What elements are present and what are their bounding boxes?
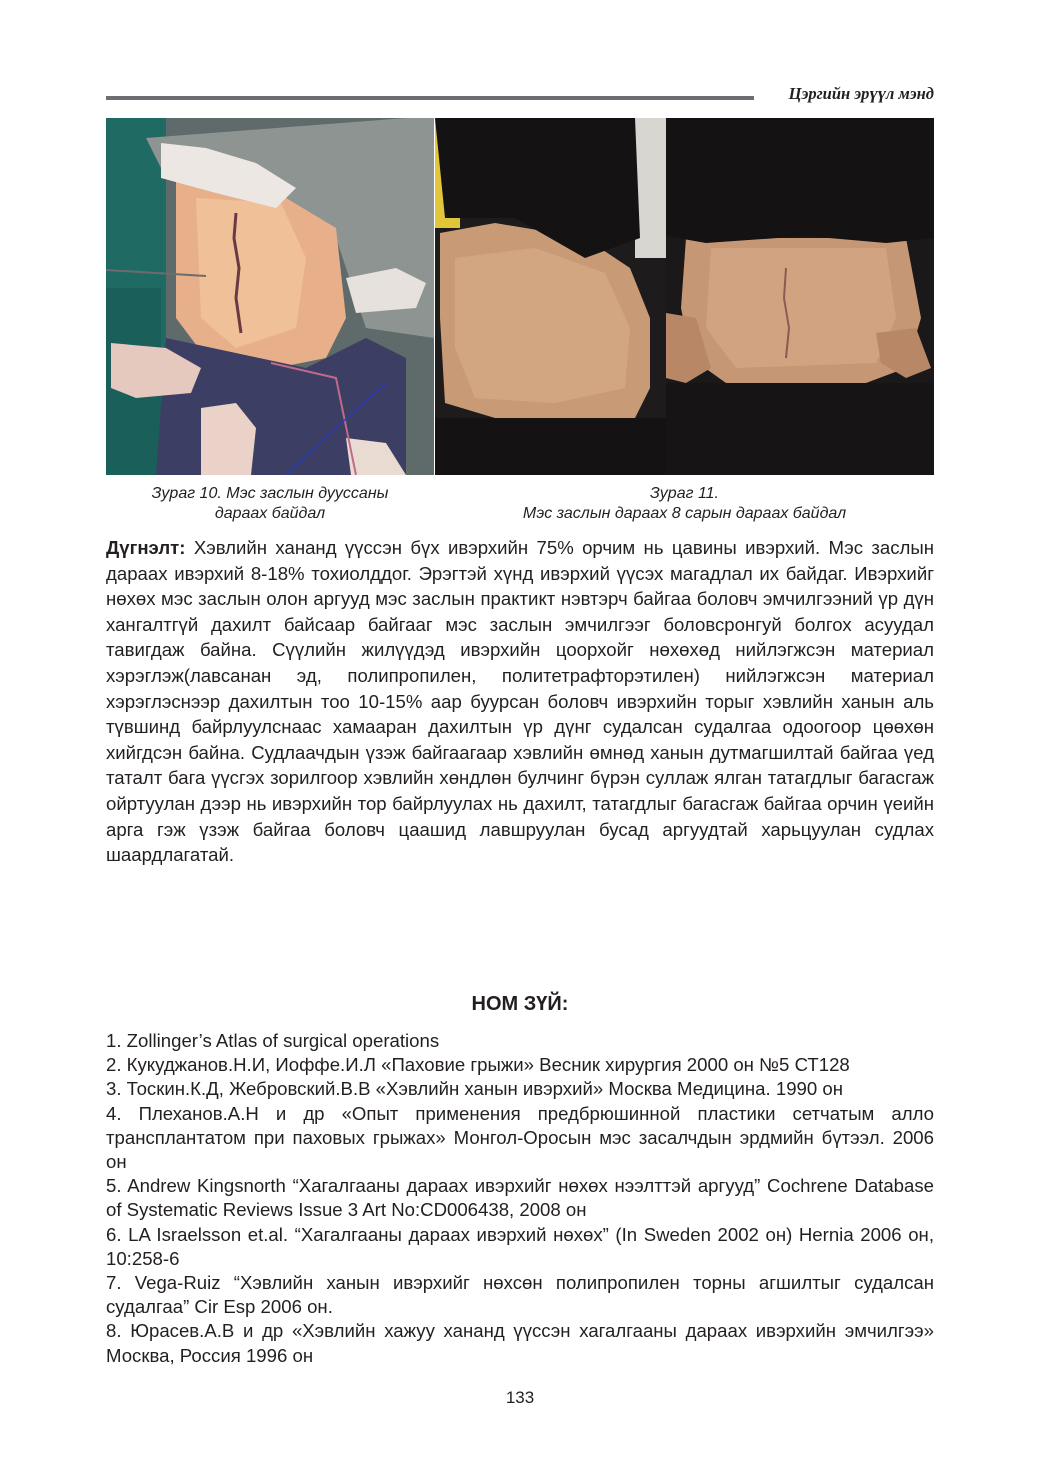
reference-item: 7. Vega-Ruiz “Хэвлийн ханын ивэрхийг нөхсөн полипропилен торны агшилтыг судалсан судалгаа” Cir Esp 2006 он. — [106, 1272, 934, 1318]
surgery-image — [106, 118, 434, 475]
references-title: НОМ ЗҮЙ: — [471, 993, 569, 1015]
front-view-image — [666, 118, 934, 475]
reference-item: 4. Плеханов.А.Н и др «Опыт применения предбрюшинной пластики сетчатым алло трансплантатом при паховых грыжах» Монгол-Оросын мэс засалчдын эрдмийн бүтээл. 2006 он — [106, 1102, 934, 1173]
reference-item: 1. Zollinger’s Atlas of surgical operations — [106, 1030, 440, 1051]
conclusion-text: Хэвлийн хананд үүссэн бүх ивэрхийн 75% орчим нь цавины ивэрхий. Мэс заслын дараах ивэрхий 8-18% тохиолддог. Эрэгтэй хүнд ивэрхий үүсэх магадлал их байдаг. Ивэрхийг нөхөх мэс заслын олон аргууд мэс заслын практикт нэвтэрч байгаа боловч эмчилгээний үр дүн хангалтгүй дахилт байсаар байгааг мэс заслын эмчилгээг боловсронгуй болгох асуудал тавигдаж байна. Сүүлийн жилүүдэд ивэрхийн цоорхойг нөхөхөд нийлэгжсэн материал хэрэглэж(лавсанан эд, полипропилен, политетрафторэтилен) нийлэгжсэн материал хэрэглэснээр дахилтын тоо 10-15% аар буурсан боловч ивэрхийн торыг хэвлийн ханын аль түвшинд байрлуулснаас хамааран дахилтын үр дүнг судалсан судалгаа одоогоор цөөхөн хийгдсэн байна. Судлаачдын үзэж байгаагаар хэвлийн өмнөд ханын дутмагшилтай байгаа үед таталт бага үүсгэх зорилгоор хэвлийн хөндлөн булчинг бүрэн суллаж ялган татагдлыг багасгаж ойртуулан дээр нь ивэрхийн тор байрлуулах нь дахилт, татагдлыг багасгаж байгаа орчин үеийн арга гэж үзэж байгаа боловч цаашид лавшруулан бусад аргуудтай харьцуулан судлах шаардлагатай. — [106, 537, 934, 866]
conclusion-label: Дүгнэлт: — [106, 537, 186, 558]
figure-11-front-photo — [666, 118, 934, 475]
figure-10-caption — [106, 484, 434, 524]
figure-10-photo — [106, 118, 434, 475]
reference-item: 5. Andrew Kingsnorth “Хагалгааны дараах ивэрхийг нөхөх нээлттэй аргууд” Cochrene Database of Systematic Reviews Issue 3 Art No:CD006438, 2008 он — [106, 1175, 934, 1221]
side-view-image — [435, 118, 666, 475]
figure-11-caption — [435, 484, 934, 524]
reference-item: 8. Юрасев.А.В и др «Хэвлийн хажуу хананд үүссэн хагалгааны дараах ивэрхийн эмчилгээ» Москва, Россия 1996 он — [106, 1320, 934, 1366]
figure-10-caption-line2: дараах байдал — [214, 505, 326, 522]
figure-11-caption-line1: Зураг 11. — [649, 485, 719, 502]
header-rule — [106, 96, 754, 100]
reference-item: 6. LA Israelsson et.al. “Хагалгааны дараах ивэрхий нөхөх” (In Sweden 2002 он) Hernia 2006 он, 10:258-6 — [106, 1223, 934, 1269]
journal-name: Цэргийн эрүүл мэнд — [788, 84, 934, 103]
references-list — [106, 1029, 934, 1368]
figure-10-caption-line1: Зураг 10. Мэс заслын дууссаны — [151, 485, 389, 502]
figure-11-caption-line2: Мэс заслын дараах 8 сарын дараах байдал — [522, 505, 847, 522]
conclusion-paragraph — [106, 535, 934, 868]
reference-item: 2. Кукуджанов.Н.И, Иоффе.И.Л «Паховие грыжи» Весник хирургия 2000 он №5 СТ128 — [106, 1054, 850, 1076]
reference-item: 3. Тоскин.К.Д, Жебровский.В.В «Хэвлийн ханын ивэрхий» Москва Медицина. 1990 он — [106, 1078, 843, 1100]
page-number: 133 — [505, 1388, 535, 1407]
figure-11-side-photo — [435, 118, 666, 475]
